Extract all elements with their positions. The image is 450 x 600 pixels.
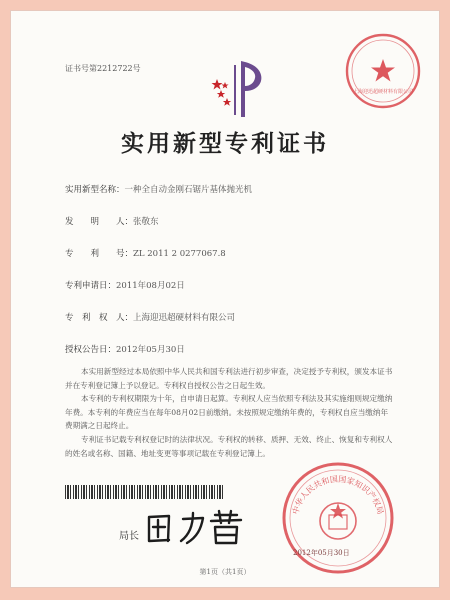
page-number: 第1页（共1页）: [199, 568, 251, 576]
barcode: [65, 485, 225, 499]
field-label: 发 明 人：: [65, 217, 134, 227]
company-seal: [343, 31, 423, 111]
field-value: 2011年08月02日: [116, 281, 185, 291]
seal-date: 2012年05月30日: [293, 549, 350, 557]
director-label: 局长: [119, 531, 139, 542]
certificate-number: 证书号第2212722号: [65, 64, 141, 73]
body-paragraph: 专利证书记载专利权登记时的法律状况。专利权的转移、质押、无效、终止、恢复和专利权人的姓名或名称、国籍、地址变更等事项记载在专利登记簿上。: [65, 434, 393, 458]
field-label: 授权公告日：: [65, 345, 117, 355]
field-value: 张敬东: [133, 217, 159, 227]
field-patent-number: [65, 247, 226, 259]
field-label: 专 利 权 人：: [65, 313, 134, 323]
field-value: ZL 2011 2 0277067.8: [133, 249, 226, 259]
certificate-title: 实用新型专利证书: [121, 130, 329, 157]
national-ip-office-seal: [279, 459, 397, 577]
field-label: 专 利 号：: [65, 249, 134, 259]
field-application-date: [65, 279, 185, 291]
body-paragraph: 本实用新型经过本局依照中华人民共和国专利法进行初步审查，决定授予专利权，颁发本证书并在专利登记簿上予以登记。专利权自授权公告之日起生效。: [65, 367, 393, 390]
certificate-paper: [10, 10, 440, 588]
body-paragraph: 本专利的专利权期限为十年，自申请日起算。专利权人应当依照专利法及其实施细则规定缴纳年费。本专利的年费应当在每年08月02日前缴纳。未按照规定缴纳年费的，专利权自应当缴纳年费期满之日起终止。: [65, 394, 393, 431]
director-signature: [141, 507, 251, 549]
field-utility-model-name: [65, 183, 252, 195]
field-value: 一种全自动金刚石锯片基体抛光机: [124, 185, 253, 195]
company-seal-text: 上海迎迅超硬材料有限公司: [352, 89, 414, 95]
field-patentee: [65, 311, 235, 323]
certificate-body-text: [65, 365, 395, 460]
field-label: 实用新型名称：: [65, 185, 125, 195]
field-grant-date: [65, 343, 185, 355]
field-value: 2012年05月30日: [116, 345, 185, 355]
field-value: 上海迎迅超硬材料有限公司: [133, 313, 236, 323]
seal-text: 中华人民共和国国家知识产权局: [290, 474, 386, 516]
field-inventor: [65, 215, 159, 227]
field-label: 专利申请日：: [65, 281, 117, 291]
patent-office-logo: [211, 57, 265, 121]
